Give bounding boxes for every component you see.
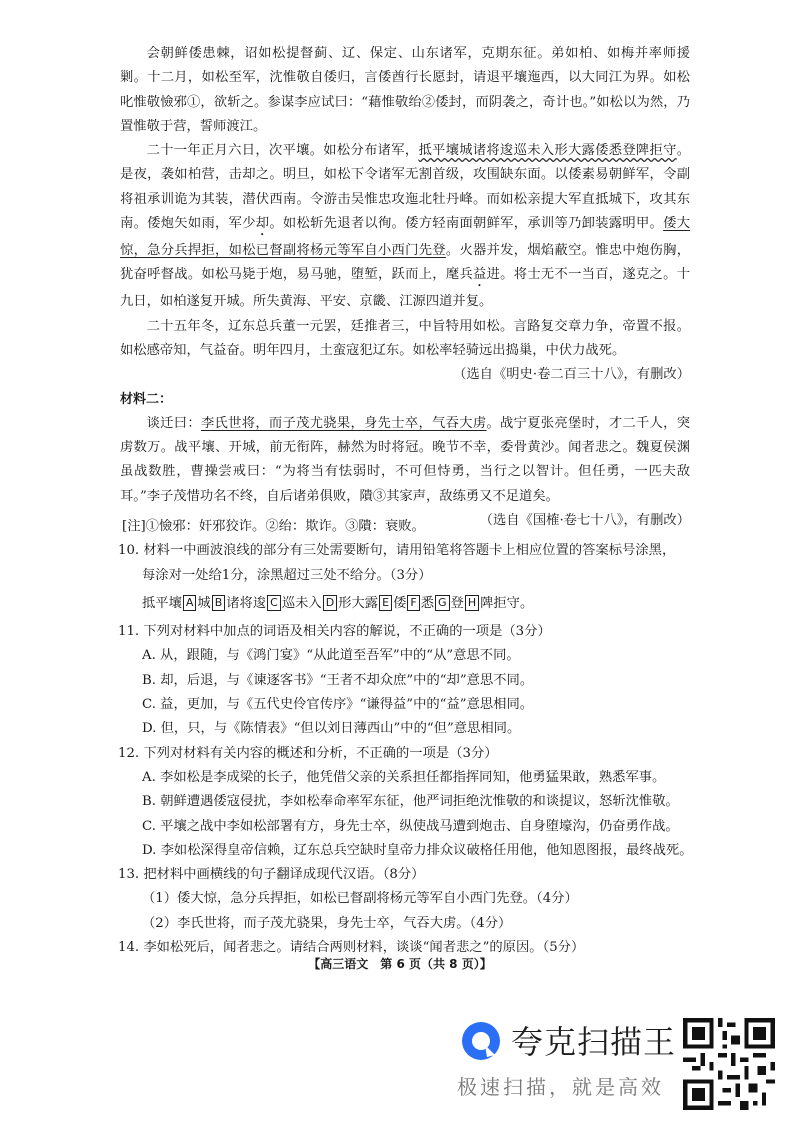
- underlined-sentence-1: 倭大惊，急分兵捍拒，如松已督副将杨元等军自小西门先登: [120, 216, 690, 259]
- material-one-para2: 二十一年正月六日，次平壤。如松分布诸军，抵平壤城诸将逡巡未入形大露倭悉登陴拒守。是夜，袭如柏营，击却之。明旦，如松下令诸军无割首级，攻围缺东面。以倭素易朝鲜军，令副将祖承训诡为其装，潜伏西南。令游击吴惟忠攻迤北牡丹峰。而如松亲提大军直抵城下，攻其东南。倭炮矢如雨，军少却。如松斩先退者以徇。倭方轻南面朝鲜军，承训等乃卸装露明甲。倭大惊，急分兵捍拒，如松已督副将杨元等军自小西门先登。火器并发，烟焰蔽空。惟忠中炮伤胸，犹奋呼督战。如松马毙于炮，易马驰，堕堑，跃而上，麾兵益进。将士无不一当百，遂克之。十九日，如柏遂复开城。所失黄海、平安、京畿、江源四道并复。: [120, 143, 691, 310]
- option-box-d[interactable]: D: [323, 595, 337, 611]
- option-box-f[interactable]: F: [407, 595, 419, 611]
- q13-item-2: （2）李氏世将，而子茂尤骁果，身先士卒，气吞大虏。（4分）: [142, 915, 512, 931]
- material-one: [120, 42, 690, 533]
- q10-answer-options: 抵平壤 A 城 B 诸将逡 C 巡未入 D 形大露 E 倭 F 悉 G 登 H 陴拒守。: [142, 595, 534, 611]
- underlined-sentence-2: 李氏世将，而子茂尤骁果，身先士卒，气吞大虏: [200, 415, 487, 431]
- q11-stem: 11. 下列对材料中加点的词语及相关内容的解说，不正确的一项是（3分）: [118, 624, 551, 640]
- q10-stem: 10. 材料一中画波浪线的部分有三处需要断句，请用铅笔将答题卡上相应位置的答案标号涂黑，: [118, 543, 676, 559]
- q11-option-c: C. 益，更加，与《五代史伶官传序》“谦得益”中的“益”意思相同。: [142, 697, 534, 713]
- qr-code-icon: [683, 1018, 775, 1110]
- q11-option-a: A. 从，跟随，与《鸿门宴》“从此道至吾军”中的“从”意思不同。: [142, 648, 520, 664]
- q11-option-d: D. 但，只，与《陈情表》“但以刘日薄西山”中的“但”意思相同。: [142, 721, 521, 737]
- q12-option-c: C. 平壤之战中李如松部署有方，身先士卒，纵使战马遭到炮击、自身堕壕沟，仍奋勇作战。: [142, 818, 679, 834]
- material-one-para3: 二十五年冬，辽东总兵董一元罢，廷推者三，中旨特用如松。言路复交章力争，帝置不报。如松感帝知，气益奋。明年四月，土蛮寇犯辽东。如松率轻骑远出捣巢，中伏力战死。: [120, 318, 690, 358]
- q13-item-1: （1）倭大惊，急分兵捍拒，如松已督副将杨元等军自小西门先登。（4分）: [142, 891, 578, 907]
- material-one-source: （选自《明史·卷二百三十八》，有删改）: [453, 367, 690, 383]
- option-box-a[interactable]: A: [183, 595, 197, 611]
- scanner-watermark: [455, 1013, 685, 1113]
- q12-option-b: B. 朝鲜遭遇倭寇侵扰，李如松奉命率军东征，他严词拒绝沈惟敬的和谈提议，怒斩沈惟敬。: [142, 794, 679, 810]
- q12-option-d: D. 李如松深得皇帝信赖，辽东总兵空缺时皇帝力排众议破格任用他，他知恩图报，最终战死。: [142, 842, 693, 858]
- questions: [118, 515, 708, 960]
- option-box-h[interactable]: H: [465, 595, 479, 611]
- watermark-subtitle: 极速扫描，就是高效: [457, 1075, 664, 1099]
- material-two-heading: 材料二：: [120, 391, 173, 407]
- material-two-text: 谈迁曰：李氏世将，而子茂尤骁果，身先士卒，气吞大虏。战宁夏张亮堡时，才二千人，突虏数万。战平壤、开城，前无衔阵，赫然为时将冠。晚节不幸，委骨黄沙。闻者悲之。魏夏侯渊虽战数胜，曹操尝戒曰：“为将当有怯弱时，不可但恃勇，当行之以智计。但任勇，一匹夫敌耳。”李子茂惜功名不终，自后诸弟俱败，隤③其家声，敌练勇又不足道矣。: [120, 415, 691, 504]
- dotted-word-que: 却: [255, 216, 270, 232]
- q12-option-a: A. 李如松是李成梁的长子，他凭借父亲的关系担任都指挥同知，他勇猛果敢，熟悉军事。: [142, 769, 666, 785]
- page-footer: 【高三语文 第 6 页（共 8 页）】: [308, 957, 492, 971]
- material-one-para1: 会朝鲜倭患棘，诏如松提督蓟、辽、保定、山东诸军，克期东征。弟如柏、如梅并率师援剿。十二月，如松至军，沈惟敬自倭归，言倭酋行长愿封，请退平壤迤西，以大同江为界。如松叱惟敬憸邪①，欲斩之。参谋李应试曰：“藉惟敬绐②倭封，而阴袭之，奇计也。”如松以为然，乃置惟敬于营，誓师渡江。: [120, 46, 690, 134]
- note: [注]①憸邪：奸邪狡诈。②绐：欺诈。③隤：衰败。: [122, 519, 425, 534]
- option-box-b[interactable]: B: [212, 595, 226, 611]
- q14-stem: 14. 李如松死后，闻者悲之。请结合两则材料，谈谈“闻者悲之”的原因。（5分）: [118, 940, 585, 956]
- option-box-g[interactable]: G: [435, 595, 450, 611]
- q11-option-b: B. 却，后退，与《谏逐客书》“王者不却众庶”中的“却”意思不同。: [142, 672, 534, 688]
- option-box-e[interactable]: E: [379, 595, 392, 611]
- dotted-word-yi: 益: [473, 267, 487, 283]
- q13-stem: 13. 把材料中画横线的句子翻译成现代汉语。（8分）: [118, 867, 425, 883]
- wavy-underlined-passage: 抵平壤城诸将逡巡未入形大露倭悉登陴拒守: [418, 143, 677, 159]
- material-two-source: （选自《国榷·卷七十八》，有删改）: [479, 513, 690, 529]
- option-box-c[interactable]: C: [267, 595, 281, 611]
- q12-stem: 12. 下列对材料有关内容的概述和分析，不正确的一项是（3分）: [118, 745, 498, 761]
- quark-logo-icon: [459, 1019, 503, 1063]
- watermark-title: 夸克扫描王: [511, 1023, 677, 1061]
- q10-stem-2: 每涂对一处给1分，涂黑超过三处不给分。（3分）: [142, 567, 432, 583]
